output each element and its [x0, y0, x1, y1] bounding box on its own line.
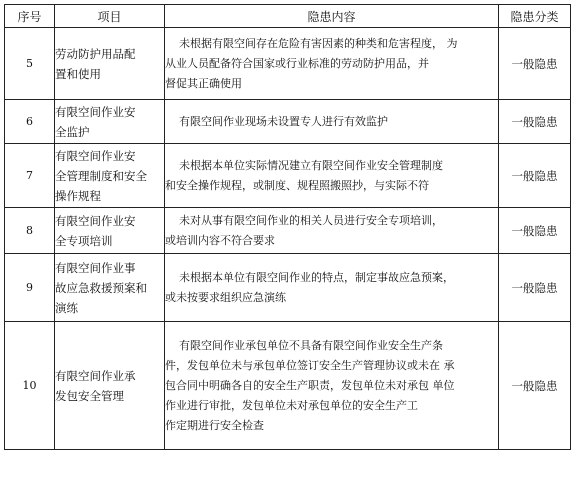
description-line: 未对从事有限空间作业的相关人员进行安全专项培训，	[179, 213, 443, 227]
row-category: 一般隐患	[499, 254, 571, 322]
description-line: 件，发包单位未与承包单位签订安全生产管理协议或未在 承	[165, 358, 455, 372]
item-line: 有限空间作业安	[55, 104, 136, 119]
item-line: 故应急救援预案和	[55, 280, 147, 295]
description-line: 或未按要求组织应急演练	[165, 290, 286, 304]
row-description	[165, 100, 499, 144]
row-description	[165, 208, 499, 254]
row-category: 一般隐患	[499, 100, 571, 144]
table-header-row	[5, 5, 571, 28]
item-line: 有限空间作业事	[55, 260, 136, 275]
item-line: 发包安全管理	[55, 388, 124, 403]
item-line: 置和使用	[55, 66, 101, 81]
header-category: 隐患分类	[499, 5, 571, 28]
header-no: 序号	[5, 5, 55, 28]
description-line: 未根据本单位实际情况建立有限空间作业安全管理制度	[179, 158, 443, 172]
description-line: 未根据有限空间存在危险有害因素的种类和危害程度， 为	[179, 36, 458, 50]
item-line: 有限空间作业安	[55, 148, 136, 163]
table-row	[5, 254, 571, 322]
row-number: 7	[5, 144, 55, 208]
row-number: 8	[5, 208, 55, 254]
row-item	[55, 100, 165, 144]
item-line: 有限空间作业承	[55, 368, 136, 383]
row-item	[55, 208, 165, 254]
description-line: 和安全操作规程，或制度、规程照搬照抄，与实际不符	[165, 178, 429, 192]
table-row	[5, 144, 571, 208]
row-description	[165, 28, 499, 100]
description-line: 作定期进行安全检查	[165, 418, 264, 432]
description-line: 包合同中明确各自的安全生产职责，发包单位未对承包 单位	[165, 378, 455, 392]
row-category: 一般隐患	[499, 208, 571, 254]
row-description	[165, 254, 499, 322]
header-description: 隐患内容	[165, 5, 499, 28]
row-category: 一般隐患	[499, 28, 571, 100]
item-line: 演练	[55, 300, 78, 315]
hazard-table	[4, 4, 571, 450]
item-line: 全管理制度和安全	[55, 168, 147, 183]
row-description	[165, 144, 499, 208]
row-description	[165, 322, 499, 450]
table-row	[5, 322, 571, 450]
table-row	[5, 208, 571, 254]
table-row	[5, 28, 571, 100]
item-line: 全专项培训	[55, 233, 113, 248]
row-item	[55, 28, 165, 100]
item-line: 全监护	[55, 124, 90, 139]
row-category: 一般隐患	[499, 322, 571, 450]
description-line: 有限空间作业承包单位不具备有限空间作业安全生产条	[179, 338, 443, 352]
item-line: 有限空间作业安	[55, 213, 136, 228]
row-number: 6	[5, 100, 55, 144]
row-number: 10	[5, 322, 55, 450]
description-line: 未根据本单位有限空间作业的特点，制定事故应急预案，	[179, 270, 454, 284]
item-line: 操作规程	[55, 188, 101, 203]
description-line: 从业人员配备符合国家或行业标准的劳动防护用品，并	[165, 56, 429, 70]
row-category: 一般隐患	[499, 144, 571, 208]
description-line: 或培训内容不符合要求	[165, 233, 275, 247]
row-item	[55, 322, 165, 450]
row-number: 9	[5, 254, 55, 322]
table-body	[5, 28, 571, 450]
row-number: 5	[5, 28, 55, 100]
header-item: 项目	[55, 5, 165, 28]
description-line: 作业进行审批，发包单位未对承包单位的安全生产工	[165, 398, 418, 412]
row-item	[55, 254, 165, 322]
description-line: 督促其正确使用	[165, 76, 242, 90]
row-item	[55, 144, 165, 208]
description-line: 有限空间作业现场未设置专人进行有效监护	[179, 114, 388, 128]
item-line: 劳动防护用品配	[55, 46, 136, 61]
table-row	[5, 100, 571, 144]
